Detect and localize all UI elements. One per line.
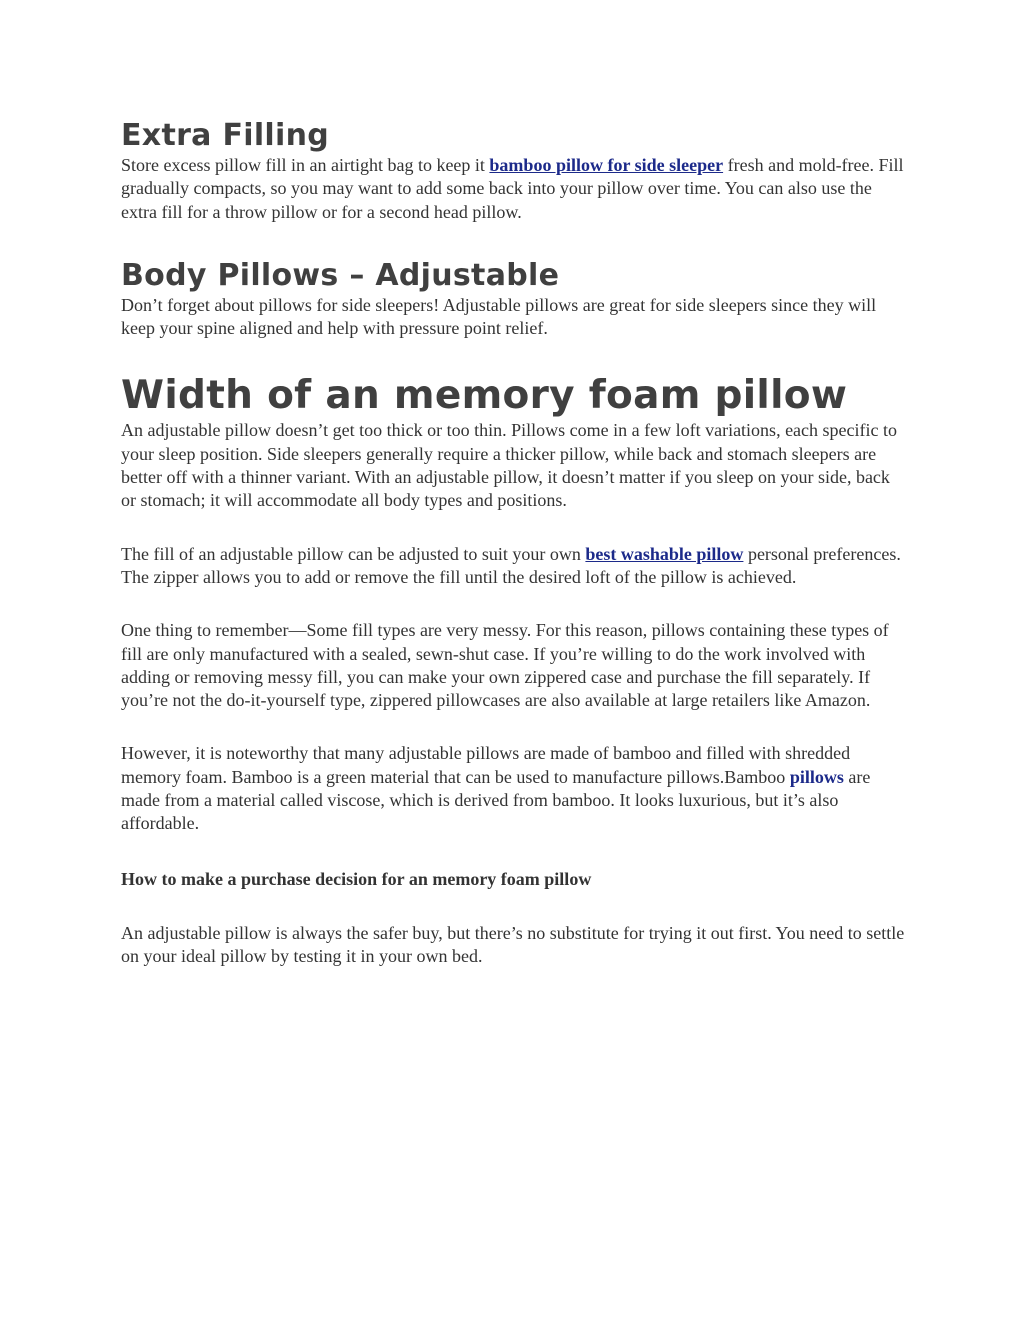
paragraph-fill-adjusted: [121, 543, 907, 590]
document-page: [121, 118, 907, 969]
link-pillows[interactable]: pillows: [789, 766, 844, 787]
paragraph-extra-filling: [121, 154, 907, 224]
paragraph-text: Store excess pillow fill in an airtight bag to keep it: [121, 155, 490, 175]
link-best-washable-pillow[interactable]: best washable pillow: [585, 543, 744, 564]
link-bamboo-pillow-for-side-sleeper[interactable]: bamboo pillow for side sleeper: [489, 155, 724, 175]
paragraph-text: are made from a material called viscose, which is derived from bamboo. It looks luxurious, but it’s also affordable.: [121, 766, 871, 834]
paragraph-text: fresh and mold-free. Fill gradually compacts, so you may want to add some back into your pillow over time. You can also use the extra fill for a throw pillow or for a second head pillow.: [121, 155, 904, 222]
paragraph-messy-fill: One thing to remember—Some fill types are very messy. For this reason, pillows containing these types of fill are only manufactured with a sealed, sewn-shut case. If you’re willing to do the work involved with adding or removing messy fill, you can make your own zippered case and purchase the fill separately. If you’re not the do-it-yourself type, zippered pillowcases are also available at large retailers like Amazon.: [121, 620, 889, 711]
paragraph-text: The fill of an adjustable pillow can be adjusted to suit your own: [121, 543, 586, 564]
paragraph-text: personal preferences. The zipper allows you to add or remove the fill until the desired loft of the pillow is achieved.: [121, 543, 901, 587]
heading-extra-filling: Extra Filling: [121, 118, 330, 153]
heading-body-pillows: Body Pillows – Adjustable: [121, 257, 560, 293]
paragraph-safer-buy: An adjustable pillow is always the safer buy, but there’s no substitute for trying it out first. You need to settle on your ideal pillow by testing it in your own bed.: [121, 922, 905, 967]
heading-width-memory-foam: Width of an memory foam pillow: [121, 373, 848, 419]
paragraph-adjustable-thickness: An adjustable pillow doesn’t get too thick or too thin. Pillows come in a few loft variations, each specific to your sleep position. Side sleepers generally require a thicker pillow, while back and stomach sleepers are better off with a thinner variant. With an adjustable pillow, it doesn’t matter if you sleep on your side, back or stomach; it will accommodate all body types and positions.: [121, 420, 898, 511]
paragraph-body-pillows: Don’t forget about pillows for side sleepers! Adjustable pillows are great for side sleepers since they will keep your spine aligned and help with pressure point relief.: [121, 294, 877, 339]
paragraph-bamboo: [121, 742, 907, 835]
paragraph-text: However, it is noteworthy that many adjustable pillows are made of bamboo and filled with shredded memory foam. Bamboo is a green material that can be used to manufacture pillows.Bamboo: [121, 743, 851, 787]
bold-subheading-purchase-decision: How to make a purchase decision for an memory foam pillow: [121, 868, 592, 889]
